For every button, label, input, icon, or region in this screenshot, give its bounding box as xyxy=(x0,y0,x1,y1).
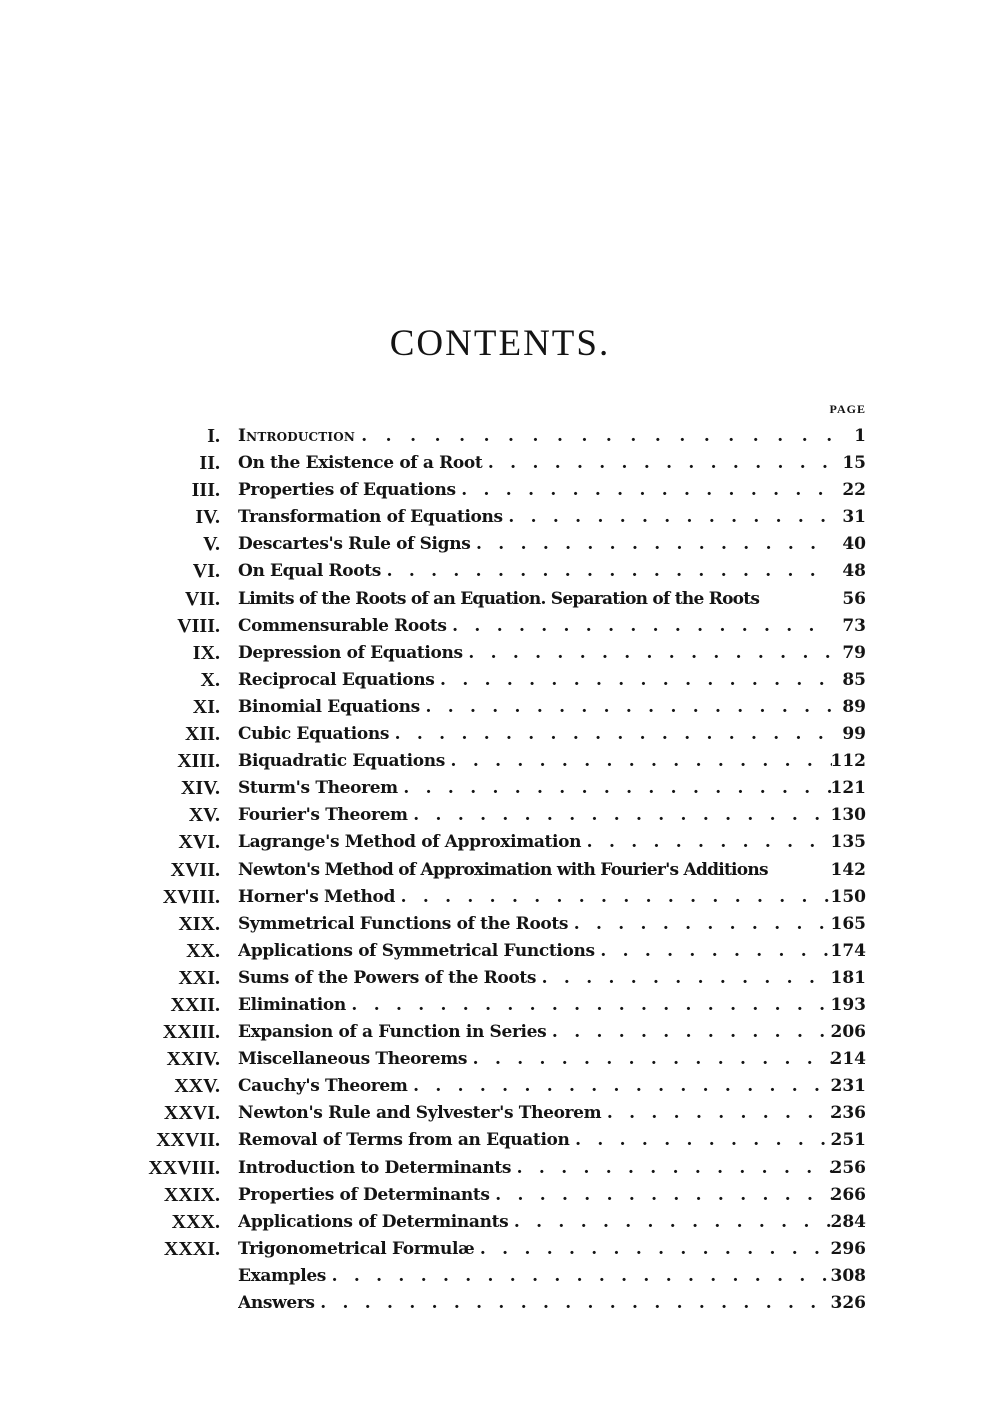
chapter-number: XXVII. xyxy=(156,1129,220,1152)
chapter-title: Answers . . xyxy=(238,1290,832,1317)
chapter-number: XXX. xyxy=(171,1210,220,1233)
toc-row xyxy=(120,802,880,829)
page-number: 56 xyxy=(842,588,866,609)
page-number: 256 xyxy=(830,1157,866,1178)
chapter-number: VIII. xyxy=(177,614,220,637)
chapter-number: XXIII. xyxy=(162,1021,220,1044)
page-number: 181 xyxy=(830,967,866,988)
page-number: 174 xyxy=(830,940,866,961)
chapter-number: XVIII. xyxy=(162,885,220,908)
page-number: 251 xyxy=(830,1130,866,1151)
page-number: 266 xyxy=(830,1184,866,1205)
page-number: 112 xyxy=(830,751,866,772)
page-number: 89 xyxy=(842,696,866,717)
chapter-title: On Equal Roots . . xyxy=(238,558,832,585)
page-number: 193 xyxy=(830,994,866,1015)
toc-row xyxy=(120,640,880,667)
page-number: 22 xyxy=(842,480,866,501)
chapter-number: XV. xyxy=(188,804,220,827)
toc-row xyxy=(120,938,880,965)
chapter-number: VII. xyxy=(184,587,220,610)
chapter-title: Cauchy's Theorem . . xyxy=(238,1073,832,1100)
page-number: 135 xyxy=(830,832,866,853)
chapter-number: XXV. xyxy=(174,1075,220,1098)
chapter-title: Properties of Determinants . . xyxy=(238,1182,832,1209)
toc-row xyxy=(120,423,880,450)
chapter-number: XIX. xyxy=(178,912,220,935)
toc-row xyxy=(120,857,880,884)
chapter-title: Applications of Symmetrical Functions . . xyxy=(238,938,832,965)
page-number: 31 xyxy=(842,507,866,528)
page-number: 99 xyxy=(842,724,866,745)
chapter-title: Binomial Equations . . xyxy=(238,694,832,721)
chapter-number: XXIV. xyxy=(166,1048,220,1071)
chapter-title: Descartes's Rule of Signs . . xyxy=(238,531,832,558)
chapter-number: XXXI. xyxy=(163,1237,220,1260)
chapter-number: V. xyxy=(203,533,220,556)
chapter-title: Applications of Determinants . . xyxy=(238,1209,832,1236)
chapter-title: Symmetrical Functions of the Roots . . xyxy=(238,911,832,938)
toc-row xyxy=(120,965,880,992)
page-number: 214 xyxy=(830,1049,866,1070)
page-number: 79 xyxy=(842,642,866,663)
toc-row xyxy=(120,558,880,585)
chapter-title: Transformation of Equations . . xyxy=(238,504,832,531)
toc-row xyxy=(120,1236,880,1263)
toc-row xyxy=(120,1073,880,1100)
chapter-number: XXI. xyxy=(178,966,220,989)
chapter-title: On the Existence of a Root . . xyxy=(238,450,832,477)
chapter-title: Reciprocal Equations . . xyxy=(238,667,832,694)
chapter-number: XXVI. xyxy=(163,1102,220,1125)
toc-row xyxy=(120,1290,880,1317)
page-number: 48 xyxy=(842,561,866,582)
toc-row xyxy=(120,1127,880,1154)
page-number: 236 xyxy=(830,1103,866,1124)
chapter-title: Elimination . . xyxy=(238,992,832,1019)
page-number: 150 xyxy=(830,886,866,907)
page-number: 73 xyxy=(842,615,866,636)
toc-row xyxy=(120,450,880,477)
chapter-title: Biquadratic Equations . . xyxy=(238,748,832,775)
toc-row xyxy=(120,1019,880,1046)
toc-row xyxy=(120,775,880,802)
chapter-title: Newton's Method of Approximation with Fourier's Additions xyxy=(238,859,768,880)
page-number: 308 xyxy=(830,1265,866,1286)
toc-row xyxy=(120,1155,880,1182)
chapter-title: Introduction to Determinants . . xyxy=(238,1155,832,1182)
chapter-number: XI. xyxy=(192,695,220,718)
toc-row xyxy=(120,1100,880,1127)
chapter-number: XXVIII. xyxy=(148,1156,220,1179)
chapter-title: Introduction . . xyxy=(238,423,832,450)
chapter-number: XVI. xyxy=(178,831,220,854)
chapter-title: Sturm's Theorem . . xyxy=(238,775,832,802)
page-number: 40 xyxy=(842,534,866,555)
chapter-number: VI. xyxy=(192,560,220,583)
chapter-title: Miscellaneous Theorems . . xyxy=(238,1046,832,1073)
toc-row xyxy=(120,992,880,1019)
page-number: 1 xyxy=(854,426,866,446)
page-column-label: PAGE xyxy=(829,402,866,416)
toc-row xyxy=(120,884,880,911)
toc-row xyxy=(120,586,880,613)
chapter-number: XXIX. xyxy=(163,1183,220,1206)
toc-row xyxy=(120,694,880,721)
chapter-title: Limits of the Roots of an Equation. Separation of the Roots xyxy=(238,588,760,609)
page-number: 142 xyxy=(830,859,866,880)
page-number: 15 xyxy=(842,453,866,474)
chapter-number: XIV. xyxy=(180,777,220,800)
page-number: 326 xyxy=(830,1293,866,1313)
chapter-number: III. xyxy=(191,479,220,502)
toc-row xyxy=(120,613,880,640)
chapter-title: Removal of Terms from an Equation . . xyxy=(238,1127,832,1154)
toc-row xyxy=(120,1046,880,1073)
chapter-title: Commensurable Roots . . xyxy=(238,613,832,640)
page-number: 130 xyxy=(830,805,866,826)
page-number: 296 xyxy=(830,1238,866,1259)
chapter-number: X. xyxy=(200,668,220,691)
chapter-title: Expansion of a Function in Series . . xyxy=(238,1019,832,1046)
chapter-title: Newton's Rule and Sylvester's Theorem . . xyxy=(238,1100,832,1127)
chapter-title: Trigonometrical Formulæ . . xyxy=(238,1236,832,1263)
page-number: 165 xyxy=(830,913,866,934)
chapter-number: IV. xyxy=(195,506,220,529)
toc-row xyxy=(120,477,880,504)
page-number: 206 xyxy=(830,1022,866,1043)
toc-row xyxy=(120,504,880,531)
toc-row xyxy=(120,911,880,938)
chapter-title: Fourier's Theorem . . xyxy=(238,802,832,829)
page-number: 85 xyxy=(842,669,866,690)
chapter-number: I. xyxy=(207,425,220,447)
toc-row xyxy=(120,1182,880,1209)
toc-row xyxy=(120,531,880,558)
toc-row xyxy=(120,748,880,775)
toc-row xyxy=(120,829,880,856)
page-number: 231 xyxy=(830,1076,866,1097)
toc-row xyxy=(120,1263,880,1290)
chapter-number: II. xyxy=(199,452,220,475)
chapter-title: Properties of Equations . . xyxy=(238,477,832,504)
chapter-title: Horner's Method . . xyxy=(238,884,832,911)
chapter-title: Depression of Equations . . xyxy=(238,640,832,667)
chapter-title: Sums of the Powers of the Roots . . xyxy=(238,965,832,992)
chapter-number: XIII. xyxy=(177,750,220,773)
chapter-number: XII. xyxy=(184,723,220,746)
chapter-number: XX. xyxy=(186,939,220,962)
toc-row xyxy=(120,1209,880,1236)
toc-row xyxy=(120,667,880,694)
chapter-title: Lagrange's Method of Approximation . . xyxy=(238,829,832,856)
chapter-number: IX. xyxy=(192,641,220,664)
chapter-title: Cubic Equations . . xyxy=(238,721,832,748)
page-title: CONTENTS. xyxy=(389,323,611,364)
chapter-number: XVII. xyxy=(170,858,220,881)
chapter-number: XXII. xyxy=(170,993,220,1016)
table-of-contents xyxy=(120,423,880,1317)
toc-row xyxy=(120,721,880,748)
page-number: 284 xyxy=(830,1211,866,1232)
chapter-title: Examples . . xyxy=(238,1263,832,1290)
page-number: 121 xyxy=(830,778,866,799)
